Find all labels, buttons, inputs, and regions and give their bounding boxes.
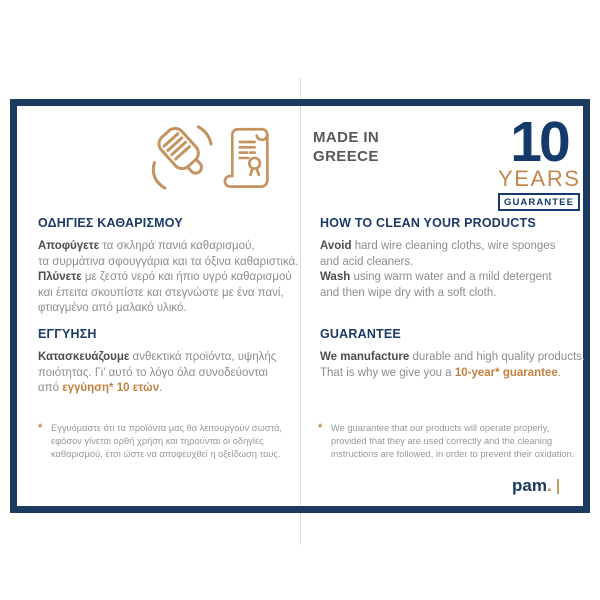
pam-logo	[512, 476, 559, 496]
guarantee-certificate-icon	[210, 120, 278, 203]
made-in-line1: MADE IN	[313, 129, 380, 146]
section-greek-cleaning	[38, 216, 299, 317]
body-line: ποιότητας. Γι' αυτό το λόγο όλα συνοδεύονται	[38, 366, 268, 379]
made-in-line2: GREECE	[313, 148, 379, 165]
body-line: Αποφύγετε τα σκληρά πανιά καθαρισμού,	[38, 240, 255, 252]
section-greek-guarantee	[38, 327, 296, 397]
pam-logo-bar	[557, 479, 559, 494]
footnote-asterisk: *	[38, 422, 43, 434]
made-in-greece-label	[313, 128, 379, 166]
body-line: τα συρμάτινα σφουγγάρια και τα όξινα καθαριστικά.	[38, 255, 299, 268]
hand-wiping-cloth-icon	[144, 118, 218, 203]
footnote-english	[318, 422, 578, 461]
body-line: Πλύνετε με ζεστό νερό και ήπιο υγρό καθαρισμού	[38, 271, 292, 283]
badge-years-label: YEARS	[498, 166, 581, 191]
section-heading: ΟΔΗΓΙΕΣ ΚΑΘΑΡΙΣΜΟΥ	[38, 216, 183, 230]
body-line: και έπειτα σκουπίστε και στεγνώστε με ένα πανί,	[38, 286, 284, 299]
body-line: We manufacture durable and high quality products.	[320, 351, 586, 363]
section-english-cleaning	[320, 216, 578, 301]
body-line: Avoid hard wire cleaning cloths, wire sponges	[320, 240, 556, 252]
section-heading: ΕΓΓΥΗΣΗ	[38, 327, 97, 341]
body-line: and acid cleaners.	[320, 255, 414, 268]
body-line: Wash using warm water and a mild detergent	[320, 271, 552, 283]
body-line: Κατασκευάζουμε ανθεκτικά προϊόντα, υψηλής	[38, 351, 277, 363]
badge-number: 10	[510, 110, 568, 174]
footnote-greek	[38, 422, 294, 461]
ten-years-guarantee-badge	[498, 110, 581, 211]
footnote-text: We guarantee that our products will operate properly, provided that they are used correctly and the cleaning instructions are followed, in order to prevent their oxidation.	[331, 423, 575, 459]
section-english-guarantee	[320, 327, 586, 381]
section-heading: GUARANTEE	[320, 327, 401, 341]
body-line: That is why we give you a 10-year* guarantee.	[320, 366, 561, 379]
body-line: φτιαγμένο από μαλακό υλικό.	[38, 302, 187, 314]
section-heading: HOW TO CLEAN YOUR PRODUCTS	[320, 216, 536, 230]
pam-logo-text: pam	[512, 476, 547, 495]
footnote-text: Εγγυόμαστε ότι τα προϊόντα μας θα λειτουργούν σωστά, εφόσον γίνεται ορθή χρήση και τηρούνται οι οδηγίες καθαρισμού, έτσι ώστε να αποφευχθεί η οξείδωση τους.	[51, 423, 282, 459]
body-line: and then wipe dry with a soft cloth.	[320, 286, 497, 299]
footnote-asterisk: *	[318, 422, 323, 434]
pam-logo-dot: .	[546, 476, 552, 495]
badge-guarantee-label: GUARANTEE	[498, 193, 580, 211]
body-line: από εγγύηση* 10 ετών.	[38, 382, 163, 394]
